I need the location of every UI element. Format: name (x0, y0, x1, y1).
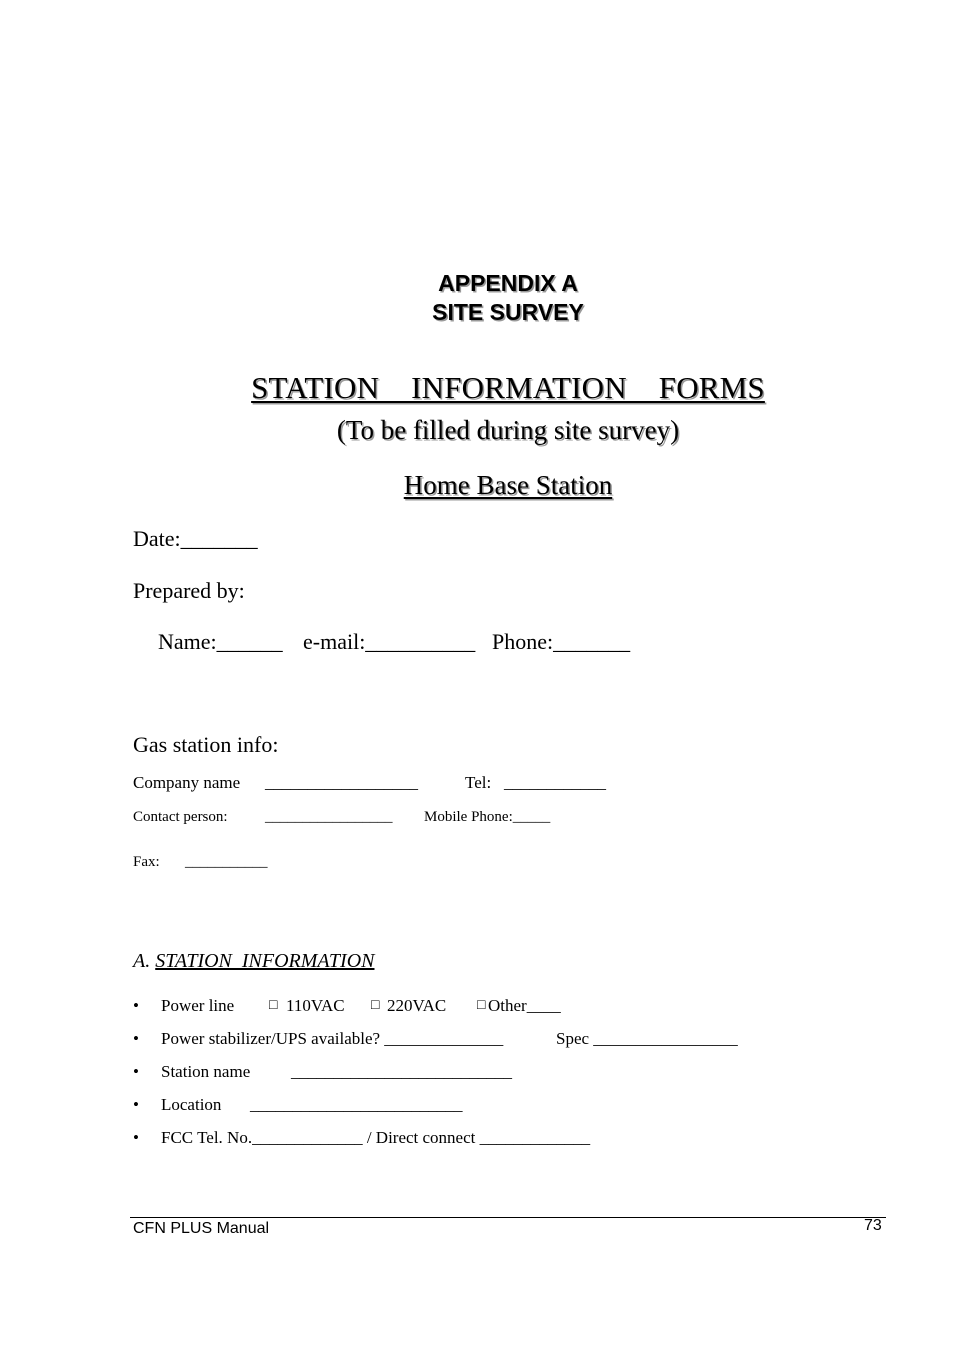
option-other[interactable]: Other____ (488, 996, 561, 1015)
page-subtitle: (To be filled during site survey) (336, 415, 680, 445)
mobile-phone-field[interactable]: Mobile Phone:_____ (424, 809, 551, 825)
bullet-icon: • (133, 1128, 139, 1147)
contact-person-field[interactable]: _________________ (265, 809, 393, 825)
bullet-icon: • (133, 1029, 139, 1048)
station-name-label: Station name (161, 1062, 251, 1081)
footer-manual-title: CFN PLUS Manual (133, 1220, 270, 1237)
section-title: STATION INFORMATION (155, 950, 375, 972)
bullet-icon: • (133, 996, 139, 1015)
station-info-heading (133, 950, 374, 973)
bullet-icon: • (133, 1062, 139, 1081)
checkbox-220-icon[interactable]: □ (371, 998, 380, 1013)
company-name-field[interactable]: __________________ (265, 773, 418, 792)
spec-field[interactable]: Spec _________________ (556, 1029, 738, 1048)
prepared-by-label: Prepared by: (133, 578, 245, 603)
checkbox-other-icon[interactable]: □ (477, 998, 486, 1013)
preparer-phone-field[interactable]: Phone:_______ (492, 629, 631, 654)
location-field[interactable]: _________________________ (250, 1095, 463, 1114)
bullet-icon: • (133, 1095, 139, 1114)
contact-person-label: Contact person: (133, 809, 228, 825)
date-field[interactable]: Date:_______ (133, 526, 258, 551)
location-label: Location (161, 1095, 222, 1114)
fax-label: Fax: (133, 854, 160, 870)
tel-field[interactable]: ____________ (504, 773, 606, 792)
checkbox-110-icon[interactable]: □ (269, 998, 278, 1013)
preparer-email-field[interactable]: e-mail:__________ (303, 629, 476, 654)
appendix-heading: APPENDIX A (438, 270, 578, 296)
section-prefix: A. (133, 950, 151, 972)
fcc-tel-field[interactable]: FCC Tel. No._____________ / Direct connect _____________ (161, 1128, 591, 1147)
page-title: STATION INFORMATION FORMS (251, 370, 765, 405)
power-line-label: Power line (161, 996, 235, 1015)
option-110vac: 110VAC (286, 996, 345, 1015)
fax-field[interactable]: ___________ (185, 854, 268, 870)
gas-station-heading: Gas station info: (133, 732, 279, 757)
station-type-heading: Home Base Station (403, 470, 613, 500)
tel-label: Tel: (465, 773, 492, 792)
stabilizer-field[interactable]: Power stabilizer/UPS available? ______________ (161, 1029, 504, 1048)
option-220vac: 220VAC (387, 996, 447, 1015)
section-heading: SITE SURVEY (432, 299, 584, 325)
station-name-field[interactable]: __________________________ (291, 1062, 512, 1081)
preparer-name-field[interactable]: Name:______ (158, 629, 283, 654)
page-number: 73 (864, 1217, 882, 1234)
company-name-label: Company name (133, 773, 241, 792)
footer-divider (130, 1217, 886, 1218)
